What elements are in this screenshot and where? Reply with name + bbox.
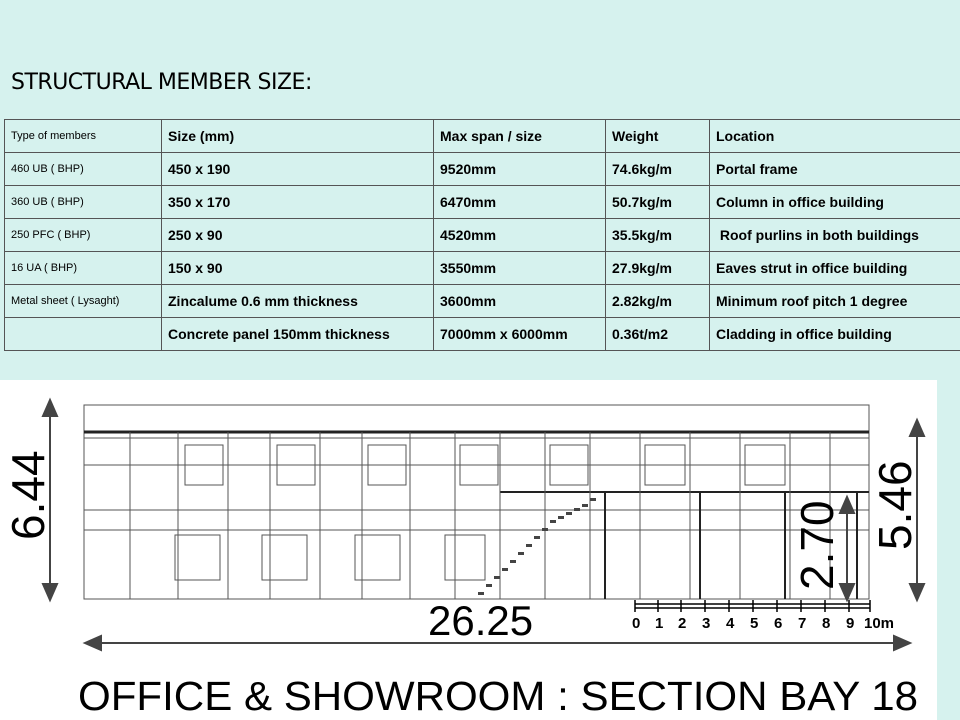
cell-span: 6470mm (434, 186, 606, 219)
cell-type (5, 318, 162, 351)
header-cell-span: Max span / size (434, 120, 606, 153)
header-cell-size: Size (mm) (162, 120, 434, 153)
cell-size: 450 x 190 (162, 153, 434, 186)
header-cell-type: Type of members (5, 120, 162, 153)
cell-size: 150 x 90 (162, 252, 434, 285)
scale-label: 9 (846, 615, 855, 632)
scale-label: 6 (774, 615, 783, 632)
cell-span: 4520mm (434, 219, 606, 252)
cell-location: Portal frame (710, 153, 960, 186)
header-cell-location: Location (710, 120, 960, 153)
cell-location: Minimum roof pitch 1 degree (710, 285, 960, 318)
cell-type: 250 PFC ( BHP) (5, 219, 162, 252)
staircase (478, 498, 596, 595)
scale-label: 5 (750, 615, 759, 632)
header-cell-weight: Weight (606, 120, 710, 153)
cell-weight: 74.6kg/m (606, 153, 710, 186)
cell-type: 460 UB ( BHP) (5, 153, 162, 186)
member-size-table (4, 119, 960, 351)
table-row (5, 153, 960, 186)
cell-weight: 0.36t/m2 (606, 318, 710, 351)
table-row (5, 186, 960, 219)
cell-type: Metal sheet ( Lysaght) (5, 285, 162, 318)
building-elevation (84, 405, 869, 599)
cell-location: Eaves strut in office building (710, 252, 960, 285)
dim-height-mid: 2.70 (791, 500, 843, 590)
cell-size: Zincalume 0.6 mm thickness (162, 285, 434, 318)
cell-type: 16 UA ( BHP) (5, 252, 162, 285)
cell-span: 7000mm x 6000mm (434, 318, 606, 351)
cell-size: 250 x 90 (162, 219, 434, 252)
table-row (5, 219, 960, 252)
section-drawing (0, 380, 937, 720)
cell-span: 9520mm (434, 153, 606, 186)
cell-size: 350 x 170 (162, 186, 434, 219)
table-row (5, 252, 960, 285)
dim-height-right: 5.46 (869, 460, 921, 550)
table-header-row (5, 120, 960, 153)
cell-size: Concrete panel 150mm thickness (162, 318, 434, 351)
drawing-caption: OFFICE & SHOWROOM : SECTION BAY 18 (78, 673, 918, 719)
scale-label: 4 (726, 615, 735, 632)
scale-label: 7 (798, 615, 807, 632)
scale-label: 3 (702, 615, 711, 632)
cell-span: 3600mm (434, 285, 606, 318)
page-title: STRUCTURAL MEMBER SIZE: (11, 70, 312, 95)
cell-location: Column in office building (710, 186, 960, 219)
cell-type: 360 UB ( BHP) (5, 186, 162, 219)
cell-weight: 27.9kg/m (606, 252, 710, 285)
cell-location: Cladding in office building (710, 318, 960, 351)
dim-height-left: 6.44 (2, 450, 54, 540)
scale-label: 8 (822, 615, 831, 632)
table-row (5, 318, 960, 351)
scale-label: 0 (632, 615, 641, 632)
scale-label: 2 (678, 615, 687, 632)
cell-location: Roof purlins in both buildings (710, 219, 960, 252)
scale-bar (635, 600, 870, 612)
cell-span: 3550mm (434, 252, 606, 285)
cell-weight: 2.82kg/m (606, 285, 710, 318)
table-row (5, 285, 960, 318)
cell-weight: 50.7kg/m (606, 186, 710, 219)
scale-label: 10m (864, 615, 895, 632)
cell-weight: 35.5kg/m (606, 219, 710, 252)
dim-length: 26.25 (428, 597, 534, 644)
scale-label: 1 (655, 615, 664, 632)
